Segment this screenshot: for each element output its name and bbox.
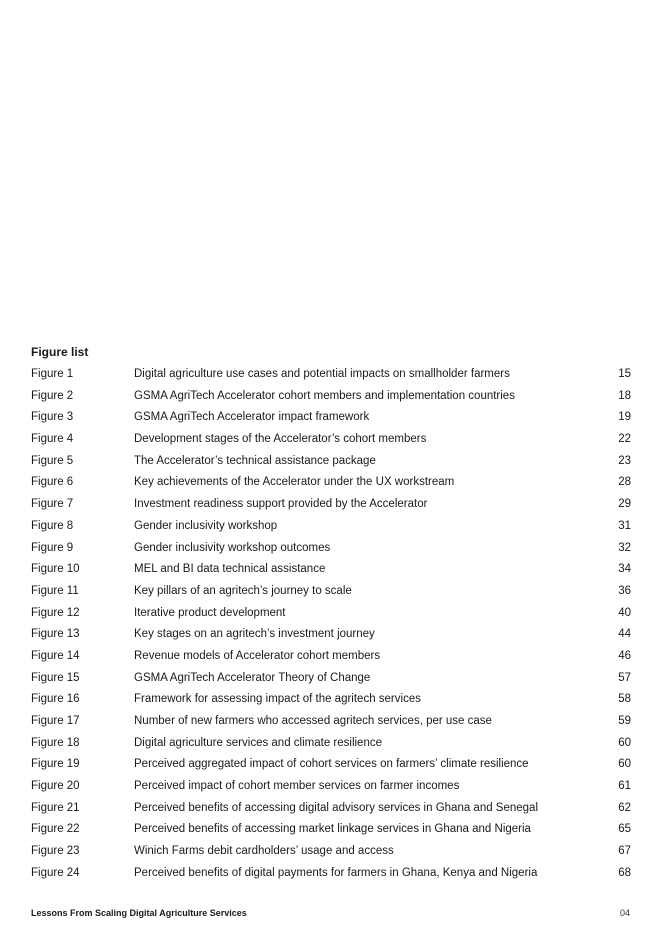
- figure-list-item[interactable]: [31, 819, 631, 841]
- figure-list-item[interactable]: [31, 711, 631, 733]
- figure-label: Figure 7: [31, 498, 74, 511]
- figure-page-number: 67: [618, 845, 631, 858]
- figure-title: Key achievements of the Accelerator under the UX workstream: [134, 476, 455, 489]
- figure-list-item[interactable]: [31, 668, 631, 690]
- figure-list-item[interactable]: [31, 581, 631, 603]
- figure-page-number: 60: [618, 736, 631, 749]
- figure-list-item[interactable]: [31, 538, 631, 560]
- figure-page-number: 22: [618, 433, 631, 446]
- figure-page-number: 61: [618, 780, 631, 793]
- figure-title: Framework for assessing impact of the agritech services: [134, 693, 421, 706]
- figure-page-number: 40: [618, 606, 631, 619]
- figure-list-item[interactable]: [31, 733, 631, 755]
- figure-title: Perceived benefits of digital payments for farmers in Ghana, Kenya and Nigeria: [134, 866, 538, 879]
- figure-label: Figure 21: [31, 801, 80, 814]
- figure-label: Figure 1: [31, 368, 74, 380]
- figure-page-number: 44: [618, 628, 631, 641]
- figure-list-item[interactable]: [31, 386, 631, 408]
- figure-label: Figure 10: [31, 563, 80, 576]
- footer-page-number: 04: [619, 908, 630, 918]
- figure-title: GSMA AgriTech Accelerator Theory of Change: [134, 671, 371, 684]
- figure-list-item[interactable]: [31, 516, 631, 538]
- figure-title: GSMA AgriTech Accelerator cohort members and implementation countries: [134, 389, 515, 402]
- figure-page-number: 32: [618, 541, 631, 554]
- figure-title: GSMA AgriTech Accelerator impact framework: [134, 411, 370, 424]
- figure-title: MEL and BI data technical assistance: [134, 563, 326, 576]
- figure-title: Development stages of the Accelerator’s cohort members: [134, 433, 427, 446]
- figure-list-item[interactable]: [31, 646, 631, 668]
- figure-page-number: 58: [618, 693, 631, 706]
- figure-list-heading: Figure list: [31, 345, 89, 359]
- figure-list-item[interactable]: [31, 472, 631, 494]
- figure-label: Figure 13: [31, 628, 80, 641]
- figure-page-number: 36: [618, 584, 631, 597]
- figure-title: Investment readiness support provided by the Accelerator: [134, 498, 428, 511]
- figure-list-item[interactable]: [31, 451, 631, 473]
- figure-page-number: 65: [618, 823, 631, 836]
- figure-label: Figure 17: [31, 715, 80, 727]
- figure-label: Figure 23: [31, 845, 80, 858]
- figure-list-item[interactable]: [31, 863, 631, 885]
- figure-title: Gender inclusivity workshop outcomes: [134, 541, 331, 554]
- footer-document-title: Lessons From Scaling Digital Agriculture Services: [31, 908, 247, 918]
- figure-list-item[interactable]: [31, 407, 631, 429]
- figure-list-item[interactable]: [31, 364, 631, 386]
- figure-label: Figure 11: [31, 584, 79, 597]
- figure-title: Perceived benefits of accessing market linkage services in Ghana and Nigeria: [134, 823, 531, 836]
- figure-title: Perceived benefits of accessing digital advisory services in Ghana and Senegal: [134, 801, 539, 814]
- figure-page-number: 34: [618, 563, 631, 576]
- figure-label: Figure 3: [31, 411, 74, 424]
- figure-page-number: 28: [618, 476, 631, 489]
- figure-page-number: 59: [618, 715, 631, 727]
- figure-title: Key pillars of an agritech’s journey to scale: [134, 584, 352, 597]
- figure-list-item[interactable]: [31, 559, 631, 581]
- figure-page-number: 15: [618, 368, 631, 380]
- figure-title: Gender inclusivity workshop: [134, 519, 278, 532]
- figure-label: Figure 15: [31, 671, 80, 684]
- figure-label: Figure 4: [31, 433, 74, 446]
- figure-list-item[interactable]: [31, 798, 631, 820]
- figure-label: Figure 2: [31, 389, 74, 402]
- figure-title: Key stages on an agritech’s investment journey: [134, 628, 375, 641]
- figure-page-number: 62: [618, 801, 631, 814]
- figure-page-number: 46: [618, 649, 631, 662]
- figure-title: Iterative product development: [134, 606, 286, 619]
- figure-page-number: 29: [618, 498, 631, 511]
- figure-title: Revenue models of Accelerator cohort members: [134, 649, 381, 662]
- figure-page-number: 23: [618, 454, 631, 467]
- figure-label: Figure 5: [31, 454, 74, 467]
- figure-label: Figure 20: [31, 780, 80, 793]
- figure-label: Figure 24: [31, 866, 80, 879]
- figure-list-item[interactable]: [31, 603, 631, 625]
- figure-list-item[interactable]: [31, 429, 631, 451]
- figure-list-item[interactable]: [31, 841, 631, 863]
- figure-label: Figure 12: [31, 606, 80, 619]
- figure-page-number: 57: [618, 671, 631, 684]
- figure-label: Figure 8: [31, 519, 74, 532]
- page-footer: [31, 906, 630, 920]
- figure-label: Figure 14: [31, 649, 80, 662]
- figure-title: Winich Farms debit cardholders’ usage and access: [134, 845, 394, 858]
- figure-label: Figure 16: [31, 693, 80, 706]
- figure-page-number: 60: [618, 758, 631, 771]
- figure-title: Perceived impact of cohort member services on farmer incomes: [134, 780, 460, 793]
- figure-list-item[interactable]: [31, 754, 631, 776]
- figure-label: Figure 9: [31, 541, 74, 554]
- figure-title: Digital agriculture use cases and potential impacts on smallholder farmers: [134, 368, 510, 380]
- figure-title: Number of new farmers who accessed agritech services, per use case: [134, 715, 492, 727]
- figure-label: Figure 6: [31, 476, 74, 489]
- figure-page-number: 31: [618, 519, 631, 532]
- figure-list-item[interactable]: [31, 494, 631, 516]
- figure-label: Figure 19: [31, 758, 80, 771]
- figure-list-item[interactable]: [31, 624, 631, 646]
- figure-list: [31, 364, 631, 885]
- figure-page-number: 18: [618, 389, 631, 402]
- figure-list-item[interactable]: [31, 689, 631, 711]
- figure-title: Perceived aggregated impact of cohort services on farmers’ climate resilience: [134, 758, 529, 771]
- figure-title: The Accelerator’s technical assistance package: [134, 454, 376, 467]
- figure-title: Digital agriculture services and climate resilience: [134, 736, 382, 749]
- figure-label: Figure 18: [31, 736, 80, 749]
- figure-label: Figure 22: [31, 823, 80, 836]
- figure-page-number: 68: [618, 866, 631, 879]
- figure-list-item[interactable]: [31, 776, 631, 798]
- figure-page-number: 19: [618, 411, 631, 424]
